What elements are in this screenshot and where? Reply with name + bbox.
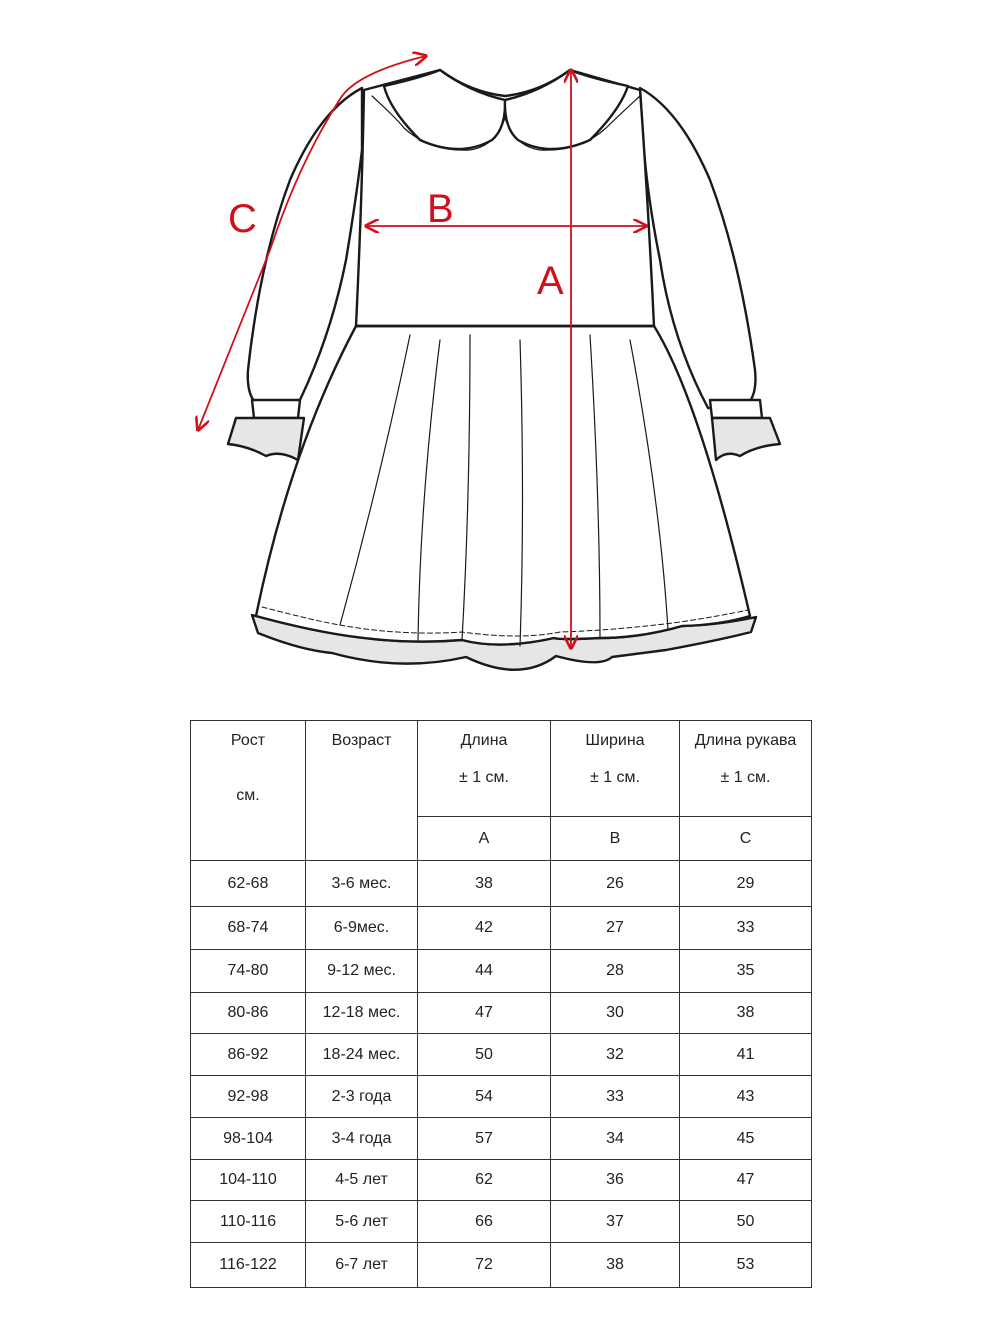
cell-height: 86-92 (191, 1034, 306, 1076)
cell-sleeve: 29 (680, 861, 812, 907)
header-code-b: B (551, 817, 680, 861)
cell-width: 27 (551, 907, 680, 950)
skirt (256, 326, 750, 645)
cell-height: 116-122 (191, 1243, 306, 1288)
cell-height: 104-110 (191, 1160, 306, 1201)
table-row (191, 1034, 812, 1076)
cell-length: 50 (418, 1034, 551, 1076)
cell-sleeve: 33 (680, 907, 812, 950)
cell-length: 54 (418, 1076, 551, 1118)
label-b: B (427, 187, 454, 231)
table-row (191, 1076, 812, 1118)
cell-age: 3-4 года (306, 1118, 418, 1160)
cell-length: 62 (418, 1160, 551, 1201)
cell-sleeve: 38 (680, 993, 812, 1034)
header-length-label: Длина (460, 732, 508, 749)
cell-age: 5-6 лет (306, 1201, 418, 1243)
cell-length: 72 (418, 1243, 551, 1288)
cell-width: 32 (551, 1034, 680, 1076)
label-a: A (537, 259, 564, 303)
cell-width: 30 (551, 993, 680, 1034)
cell-width: 38 (551, 1243, 680, 1288)
cell-width: 33 (551, 1076, 680, 1118)
cell-length: 42 (418, 907, 551, 950)
cell-sleeve: 45 (680, 1118, 812, 1160)
header-length-tolerance: ± 1 см. (458, 769, 509, 786)
cell-length: 44 (418, 950, 551, 993)
header-sleeve-tolerance: ± 1 см. (720, 769, 771, 786)
cell-width: 34 (551, 1118, 680, 1160)
table-row (191, 861, 812, 907)
cell-age: 18-24 мес. (306, 1034, 418, 1076)
cell-age: 12-18 мес. (306, 993, 418, 1034)
cell-height: 98-104 (191, 1118, 306, 1160)
cell-age: 9-12 мес. (306, 950, 418, 993)
cell-width: 37 (551, 1201, 680, 1243)
right-cuff-ruffle (712, 418, 780, 460)
left-cuff-ruffle (228, 418, 304, 460)
header-height (191, 721, 306, 861)
header-height-unit: см. (236, 787, 260, 804)
cell-age: 6-7 лет (306, 1243, 418, 1288)
header-code-c: C (680, 817, 812, 861)
cell-sleeve: 50 (680, 1201, 812, 1243)
right-cuff (710, 400, 762, 418)
cell-age: 4-5 лет (306, 1160, 418, 1201)
cell-width: 26 (551, 861, 680, 907)
header-width-label: Ширина (585, 732, 645, 749)
header-sleeve-label: Длина рукава (694, 732, 797, 749)
cell-sleeve: 41 (680, 1034, 812, 1076)
table-row (191, 1160, 812, 1201)
cell-width: 36 (551, 1160, 680, 1201)
header-age-label: Возраст (331, 732, 392, 749)
header-length (418, 721, 551, 817)
cell-height: 80-86 (191, 993, 306, 1034)
table-row (191, 907, 812, 950)
label-c: C (228, 197, 257, 241)
cell-age: 2-3 года (306, 1076, 418, 1118)
cell-length: 66 (418, 1201, 551, 1243)
cell-height: 62-68 (191, 861, 306, 907)
cell-length: 47 (418, 993, 551, 1034)
left-cuff (252, 400, 300, 418)
cell-length: 38 (418, 861, 551, 907)
size-table (190, 720, 812, 1288)
header-height-label: Рост (230, 732, 266, 749)
table-row (191, 950, 812, 993)
header-width (551, 721, 680, 817)
cell-age: 6-9мес. (306, 907, 418, 950)
header-sleeve (680, 721, 812, 817)
header-code-a: A (418, 817, 551, 861)
table-row (191, 993, 812, 1034)
cell-height: 110-116 (191, 1201, 306, 1243)
cell-sleeve: 43 (680, 1076, 812, 1118)
cell-width: 28 (551, 950, 680, 993)
cell-length: 57 (418, 1118, 551, 1160)
cell-sleeve: 35 (680, 950, 812, 993)
cell-height: 92-98 (191, 1076, 306, 1118)
table-row (191, 1118, 812, 1160)
cell-height: 68-74 (191, 907, 306, 950)
cell-age: 3-6 мес. (306, 861, 418, 907)
cell-height: 74-80 (191, 950, 306, 993)
cell-sleeve: 47 (680, 1160, 812, 1201)
header-width-tolerance: ± 1 см. (589, 769, 640, 786)
table-row (191, 1243, 812, 1288)
table-row (191, 1201, 812, 1243)
cell-sleeve: 53 (680, 1243, 812, 1288)
header-age (306, 721, 418, 861)
